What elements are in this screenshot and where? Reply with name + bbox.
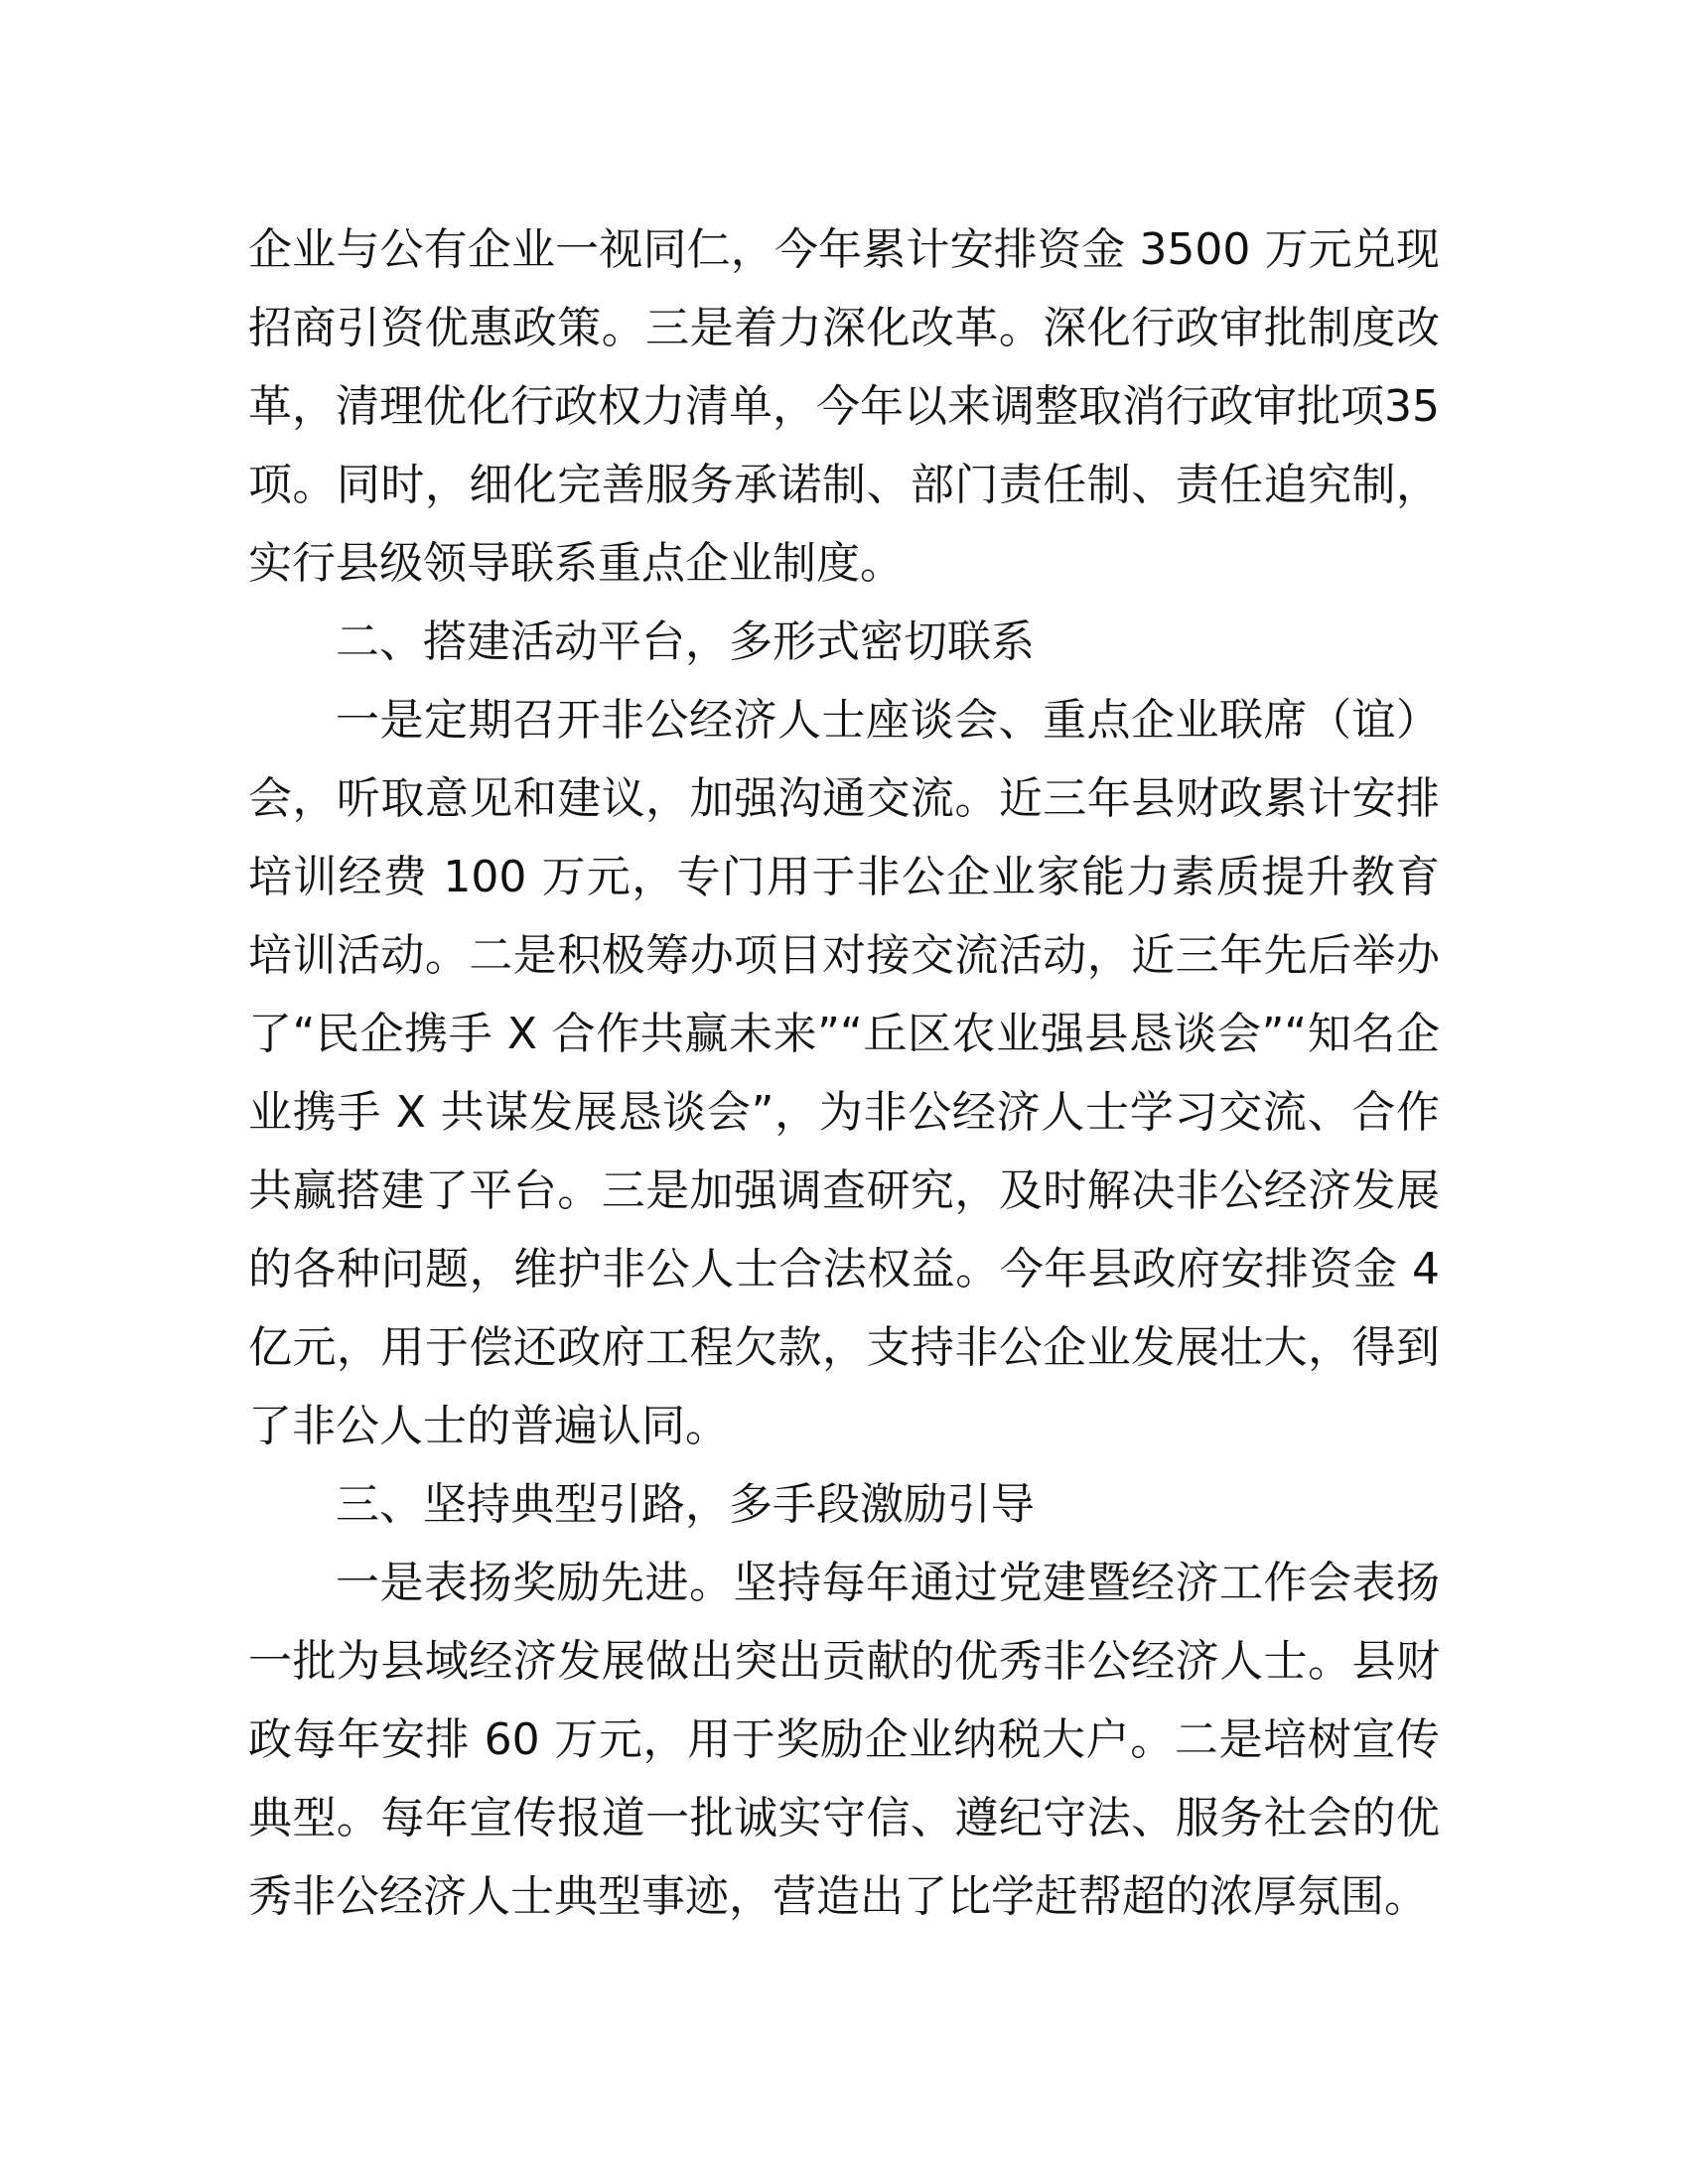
paragraph-section-2: 一是定期召开非公经济人士座谈会、重点企业联席（谊）会，听取意见和建议，加强沟通交流。近三年县财政累计安排培训经费 100 万元，专门用于非公企业家能力素质提升教育培训活动。二是积极筹办项目对接交流活动，近三年先后举办了“民企携手 X 合作共赢未来”“丘区农业强县恳谈会”“知名企业携手 X 共谋发展恳谈会”，为非公经济人士学习交流、合作共赢搭建了平台。三是加强调查研究，及时解决非公经济发展的各种问题，维护非公人士合法权益。今年县政府安排资金 4亿元，用于偿还政府工程欠款，支持非公企业发展壮大，得到了非公人士的普遍认同。: [248, 695, 1440, 1451]
section-heading-2: 二、搭建活动平台，多形式密切联系: [336, 616, 1035, 667]
document-page: [248, 210, 1440, 1936]
paragraph-section-3: 一是表扬奖励先进。坚持每年通过党建暨经济工作会表扬一批为县域经济发展做出突出贡献的优秀非公经济人士。县财政每年安排 60 万元，用于奖励企业纳税大户。二是培树宣传典型。每年宣传报道一批诚实守信、遵纪守法、服务社会的优秀非公经济人士典型事迹，营造出了比学赶帮超的浓厚氛围。: [248, 1558, 1440, 1922]
section-heading-3: 三、坚持典型引路，多手段激励引导: [336, 1479, 1035, 1530]
paragraph-continuation: 企业与公有企业一视同仁，今年累计安排资金 3500 万元兑现招商引资优惠政策。三是着力深化改革。深化行政审批制度改革，清理优化行政权力清单，今年以来调整取消行政审批项35 项。同时，细化完善服务承诺制、部门责任制、责任追究制，实行县级领导联系重点企业制度。: [248, 224, 1440, 589]
